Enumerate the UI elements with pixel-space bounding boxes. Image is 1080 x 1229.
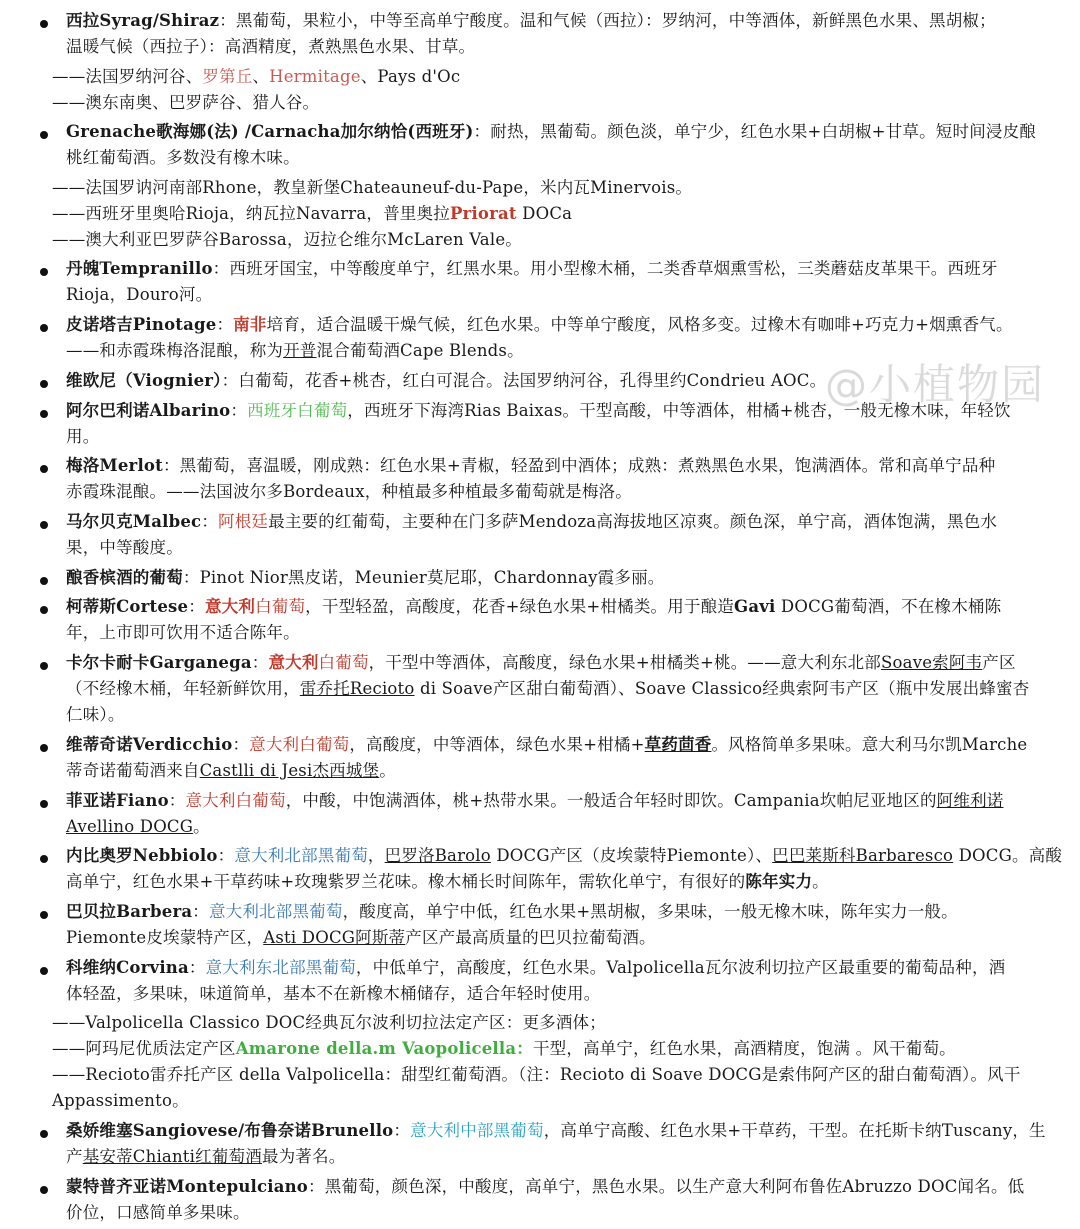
text-segment: 桑娇维塞Sangiovese/布鲁奈诺Brunello xyxy=(66,1121,394,1140)
text-line xyxy=(66,1144,345,1170)
text-segment: Priorat xyxy=(449,204,517,223)
text-segment: ：黑葡萄，果粒小，中等至高单宁酸度。温和气候（西拉）：罗纳河，中等酒体，新鲜黑色水果、黑胡椒； xyxy=(219,11,996,30)
text-segment: 、Pays d'Oc xyxy=(360,67,461,86)
text-segment: ，高酸度，中等酒体，绿色水果+柑橘+ xyxy=(349,735,645,754)
text-segment: 梅洛Merlot xyxy=(66,456,163,475)
text-segment: 草药茴香 xyxy=(644,735,712,754)
text-segment: 干型，高单宁，红色水果，高酒精度，饱满 。风干葡萄。 xyxy=(532,1039,956,1058)
text-segment: 赤霞珠混酿。——法国波尔多Bordeaux，种植最多种植最多葡萄就是梅洛。 xyxy=(66,482,632,501)
text-segment: ，酸度高，单宁中低，红色水果+黑胡椒，多果味，一般无橡木味，陈年实力一般。 xyxy=(342,902,958,921)
text-line xyxy=(66,981,600,1007)
text-segment: di Soave产区甜白葡萄酒）、Soave Classico经典索阿韦产区（瓶中发展出蜂蜜杏 xyxy=(414,679,1030,698)
text-line xyxy=(52,64,460,90)
text-segment: ，西班牙下海湾Rias Baixas。干型高酸，中等酒体，柑橘+桃杏，一般无橡木味，年轻饮 xyxy=(347,401,1011,420)
text-segment: Piemonte皮埃蒙特产区， xyxy=(66,928,264,947)
text-segment: ——Valpolicella Classico DOC经典瓦尔波利切拉法定产区：更多酒体； xyxy=(52,1013,606,1032)
text-segment: 意大利北部黑葡萄 xyxy=(234,846,368,865)
bullet-dot-icon xyxy=(40,20,48,28)
text-line xyxy=(52,90,319,116)
text-segment: ——法国罗讷河南部Rhone，教皇新堡Chateauneuf-du-Pape，米内瓦Minervois。 xyxy=(52,178,693,197)
text-segment: ： xyxy=(232,735,250,754)
text-segment: ： xyxy=(230,401,248,420)
text-segment: Gavi xyxy=(734,597,776,616)
text-line xyxy=(66,338,524,364)
text-segment: 仁味）。 xyxy=(66,705,125,724)
text-segment: Hermitage xyxy=(269,67,361,86)
text-segment: ——阿玛尼优质法定产区 xyxy=(52,1039,236,1058)
bullet-dot-icon xyxy=(40,855,48,863)
text-segment: ， xyxy=(367,846,385,865)
text-segment: ： xyxy=(168,791,186,810)
text-segment: 意大利东北部黑葡萄 xyxy=(205,958,356,977)
text-line xyxy=(66,650,1016,676)
text-line xyxy=(66,843,1062,869)
text-line xyxy=(66,424,99,450)
text-segment: 维蒂奇诺Verdicchio xyxy=(66,735,233,754)
text-segment: ： xyxy=(393,1121,411,1140)
text-line xyxy=(66,479,632,505)
text-segment: 白葡萄 xyxy=(318,653,369,672)
text-segment: 巴贝拉Barbera xyxy=(66,902,193,921)
text-segment: DOCa xyxy=(516,204,573,223)
text-line xyxy=(66,368,826,394)
text-line xyxy=(66,732,1027,758)
text-segment: 价位，口感简单多果味。 xyxy=(66,1203,250,1222)
text-line xyxy=(52,1088,189,1114)
text-segment: Rioja，Douro河。 xyxy=(66,285,213,304)
text-segment: ，中酸，中饱满酒体，桃+热带水果。一般适合年轻时即饮。Campania坎帕尼亚地区的 xyxy=(285,791,937,810)
text-segment: ： xyxy=(188,597,205,616)
text-segment: ——澳大利亚巴罗萨谷Barossa，迈拉仑维尔McLaren Vale。 xyxy=(52,230,522,249)
text-segment: 阿尔巴利诺Albarino xyxy=(66,401,231,420)
bullet-dot-icon xyxy=(40,911,48,919)
text-segment: 西拉Syrag/Shiraz xyxy=(66,11,220,30)
text-line xyxy=(66,312,1013,338)
text-segment: ： xyxy=(217,846,235,865)
text-segment: 罗第丘 xyxy=(202,67,253,86)
text-segment: 陈年实力 xyxy=(745,872,813,891)
text-line xyxy=(66,119,1036,145)
text-segment: 阿根廷 xyxy=(218,512,269,531)
text-segment: ： xyxy=(201,512,219,531)
text-segment: 。 xyxy=(812,872,829,891)
text-segment: ：西班牙国宝，中等酸度单宁，红黑水果。用小型橡木桶，二类香草烟熏雪松，三类蘑菇皮革果干。西班牙 xyxy=(212,259,998,278)
bullet-dot-icon xyxy=(40,662,48,670)
text-segment: 年，上市即可饮用不适合陈年。 xyxy=(66,623,300,642)
text-segment: Soave索阿韦 xyxy=(881,653,983,672)
text-line xyxy=(66,1200,250,1226)
text-line xyxy=(66,814,210,840)
text-segment: 果，中等酸度。 xyxy=(66,538,183,557)
text-segment: Appassimento。 xyxy=(52,1091,189,1110)
text-segment: 。 xyxy=(379,761,396,780)
bullet-dot-icon xyxy=(40,1130,48,1138)
text-line xyxy=(66,758,396,784)
text-segment: 丹魄Tempranillo xyxy=(66,259,213,278)
text-segment: 蒂奇诺葡萄酒来自 xyxy=(66,761,200,780)
text-segment: 开普 xyxy=(283,341,317,360)
text-segment: 皮诺塔吉Pinotage xyxy=(66,315,217,334)
text-segment: ——澳东南奥、巴罗萨谷、猎人谷。 xyxy=(52,93,320,112)
text-segment: Amarone della.m Vaopolicella： xyxy=(235,1039,533,1058)
text-line xyxy=(66,702,125,728)
text-segment: 。 xyxy=(193,817,210,836)
text-line xyxy=(66,1174,1024,1200)
text-segment: 桃红葡萄酒。多数没有橡木味。 xyxy=(66,148,300,167)
text-segment: 基安蒂Chianti红葡萄酒 xyxy=(82,1147,262,1166)
bullet-dot-icon xyxy=(40,577,48,585)
text-segment: 马尔贝克Malbec xyxy=(66,512,202,531)
text-line xyxy=(52,227,522,253)
text-line xyxy=(66,453,995,479)
text-segment: 卡尔卡耐卡Garganega xyxy=(66,653,252,672)
text-line xyxy=(66,8,996,34)
bullet-dot-icon xyxy=(40,744,48,752)
text-line xyxy=(52,1062,1021,1088)
text-segment: 。风格简单多果味。意大利马尔凯Marche xyxy=(711,735,1028,754)
text-segment: ——Recioto雷乔托产区 della Valpolicella：甜型红葡萄酒。（注：Recioto di Soave DOCG是索伟阿产区的甜白葡萄酒）。风干 xyxy=(52,1065,1021,1084)
text-segment: 最为著名。 xyxy=(261,1147,346,1166)
text-segment: 白葡萄 xyxy=(255,597,306,616)
text-segment: 混合葡萄酒Cape Blends。 xyxy=(316,341,524,360)
text-segment: ： xyxy=(188,958,206,977)
text-segment: DOCG产区（皮埃蒙特Piemonte）、 xyxy=(490,846,773,865)
text-line xyxy=(52,1036,956,1062)
bullet-dot-icon xyxy=(40,606,48,614)
text-line xyxy=(66,565,664,591)
text-segment: 科维纳Corvina xyxy=(66,958,189,977)
bullet-dot-icon xyxy=(40,268,48,276)
bullet-dot-icon xyxy=(40,521,48,529)
text-segment: ：黑葡萄，喜温暖，刚成熟：红色水果+青椒，轻盈到中酒体；成熟：煮熟黑色水果，饱满酒体。常和高单宁品种 xyxy=(162,456,996,475)
text-line xyxy=(66,899,958,925)
text-segment: Avellino DOCG xyxy=(66,817,194,836)
text-segment: ： xyxy=(192,902,209,921)
bullet-dot-icon xyxy=(40,465,48,473)
text-line xyxy=(52,175,692,201)
text-segment: 意大利 xyxy=(268,653,319,672)
text-segment: ——法国罗纳河谷、 xyxy=(52,67,203,86)
text-segment: 西班牙白葡萄 xyxy=(247,401,348,420)
bullet-dot-icon xyxy=(40,131,48,139)
text-segment: Grenache歌海娜(法) /Carnacha加尔纳恰(西班牙) xyxy=(66,122,474,141)
text-line xyxy=(66,282,212,308)
watermark: @小植物园 xyxy=(825,360,1046,409)
text-segment: 酿香槟酒的葡萄 xyxy=(66,568,183,587)
text-line xyxy=(66,34,475,60)
text-segment: 用。 xyxy=(66,427,100,446)
text-segment: ：耐热，黑葡萄。颜色淡，单宁少，红色水果+白胡椒+甘草。短时间浸皮酿 xyxy=(473,122,1036,141)
text-segment: 意大利中部黑葡萄 xyxy=(410,1121,544,1140)
bullet-dot-icon xyxy=(40,410,48,418)
text-segment: 高单宁，红色水果+干草药味+玫瑰紫罗兰花味。橡木桶长时间陈年，需软化单宁，有很好的 xyxy=(66,872,746,891)
text-line xyxy=(66,955,1005,981)
text-segment: Asti DOCG阿斯蒂 xyxy=(263,928,406,947)
text-segment: ，干型中等酒体，高酸度，绿色水果+柑橘类+桃。——意大利东北部 xyxy=(368,653,882,672)
text-line xyxy=(66,869,829,895)
text-segment: 维欧尼（Viognier） xyxy=(66,371,222,390)
text-segment: 柯蒂斯Cortese xyxy=(66,597,189,616)
text-segment: 意大利白葡萄 xyxy=(185,791,286,810)
text-segment: ：Pinot Nior黑皮诺，Meunier莫尼耶，Chardonnay霞多丽。 xyxy=(182,568,665,587)
text-line xyxy=(66,788,1003,814)
text-segment: 菲亚诺Fiano xyxy=(66,791,169,810)
text-segment: 产 xyxy=(66,1147,83,1166)
text-line xyxy=(66,509,997,535)
text-line xyxy=(66,620,300,646)
text-line xyxy=(66,1118,1046,1144)
text-line xyxy=(52,1010,606,1036)
text-segment: 温暖气候（西拉子）：高酒精度，煮熟黑色水果、甘草。 xyxy=(66,37,476,56)
text-segment: 体轻盈，多果味，味道简单，基本不在新橡木桶储存，适合年轻时使用。 xyxy=(66,984,601,1003)
text-segment: ： xyxy=(216,315,234,334)
text-segment: DOCG葡萄酒，不在橡木桶陈 xyxy=(775,597,1002,616)
text-segment: ，高单宁高酸、红色水果+干草药，干型。在托斯卡纳Tuscany，生 xyxy=(543,1121,1046,1140)
text-line xyxy=(52,201,572,227)
text-line xyxy=(66,594,1001,620)
text-segment: 南非 xyxy=(233,315,267,334)
text-segment: 意大利 xyxy=(204,597,256,616)
text-segment: 意大利白葡萄 xyxy=(249,735,350,754)
text-segment: 最主要的红葡萄，主要种在门多萨Mendoza高海拔地区凉爽。颜色深，单宁高，酒体饱满，黑色水 xyxy=(268,512,998,531)
text-segment: 阿维利诺 xyxy=(936,791,1004,810)
text-segment: DOCG。高酸 xyxy=(953,846,1063,865)
text-line xyxy=(66,256,998,282)
text-segment: 培育，适合温暖干燥气候，红色水果。中等单宁酸度，风格多变。过橡木有咖啡+巧克力+烟熏香气。 xyxy=(266,315,1013,334)
bullet-dot-icon xyxy=(40,1186,48,1194)
text-segment: ：黑葡萄，颜色深，中酸度，高单宁，黑色水果。以生产意大利阿布鲁佐Abruzzo DOC闻名。低 xyxy=(308,1177,1025,1196)
bullet-dot-icon xyxy=(40,800,48,808)
text-segment: 巴罗洛Barolo xyxy=(384,846,491,865)
text-segment: 内比奥罗Nebbiolo xyxy=(66,846,218,865)
text-segment: 雷乔托Recioto xyxy=(299,679,415,698)
text-segment: 巴巴莱斯科Barbaresco xyxy=(772,846,954,865)
text-segment: 产区产最高质量的巴贝拉葡萄酒。 xyxy=(405,928,656,947)
text-segment: ，中低单宁，高酸度，红色水果。Valpolicella瓦尔波利切拉产区最重要的葡萄品种，酒 xyxy=(355,958,1006,977)
text-line xyxy=(66,925,656,951)
bullet-dot-icon xyxy=(40,967,48,975)
text-line xyxy=(66,398,1011,424)
bullet-dot-icon xyxy=(40,380,48,388)
text-segment: Castlli di Jesi杰西城堡 xyxy=(199,761,380,780)
text-segment: 产区 xyxy=(982,653,1016,672)
text-segment: ——和赤霞珠梅洛混酿，称为 xyxy=(66,341,284,360)
text-segment: ——西班牙里奥哈Rioja，纳瓦拉Navarra，普里奥拉 xyxy=(52,204,450,223)
text-segment: 、 xyxy=(252,67,270,86)
text-line xyxy=(66,676,1029,702)
text-segment: ： xyxy=(251,653,269,672)
text-segment: 蒙特普齐亚诺Montepulciano xyxy=(66,1177,308,1196)
bullet-dot-icon xyxy=(40,324,48,332)
text-segment: 意大利北部黑葡萄 xyxy=(208,902,343,921)
text-segment: ：白葡萄，花香+桃杏，红白可混合。法国罗纳河谷，孔得里约Condrieu AOC。 xyxy=(221,371,827,390)
text-line xyxy=(66,145,300,171)
text-segment: （不经橡木桶，年轻新鲜饮用， xyxy=(66,679,300,698)
text-line xyxy=(66,535,183,561)
text-segment: ，干型轻盈，高酸度，花香+绿色水果+柑橘类。用于酿造 xyxy=(305,597,735,616)
